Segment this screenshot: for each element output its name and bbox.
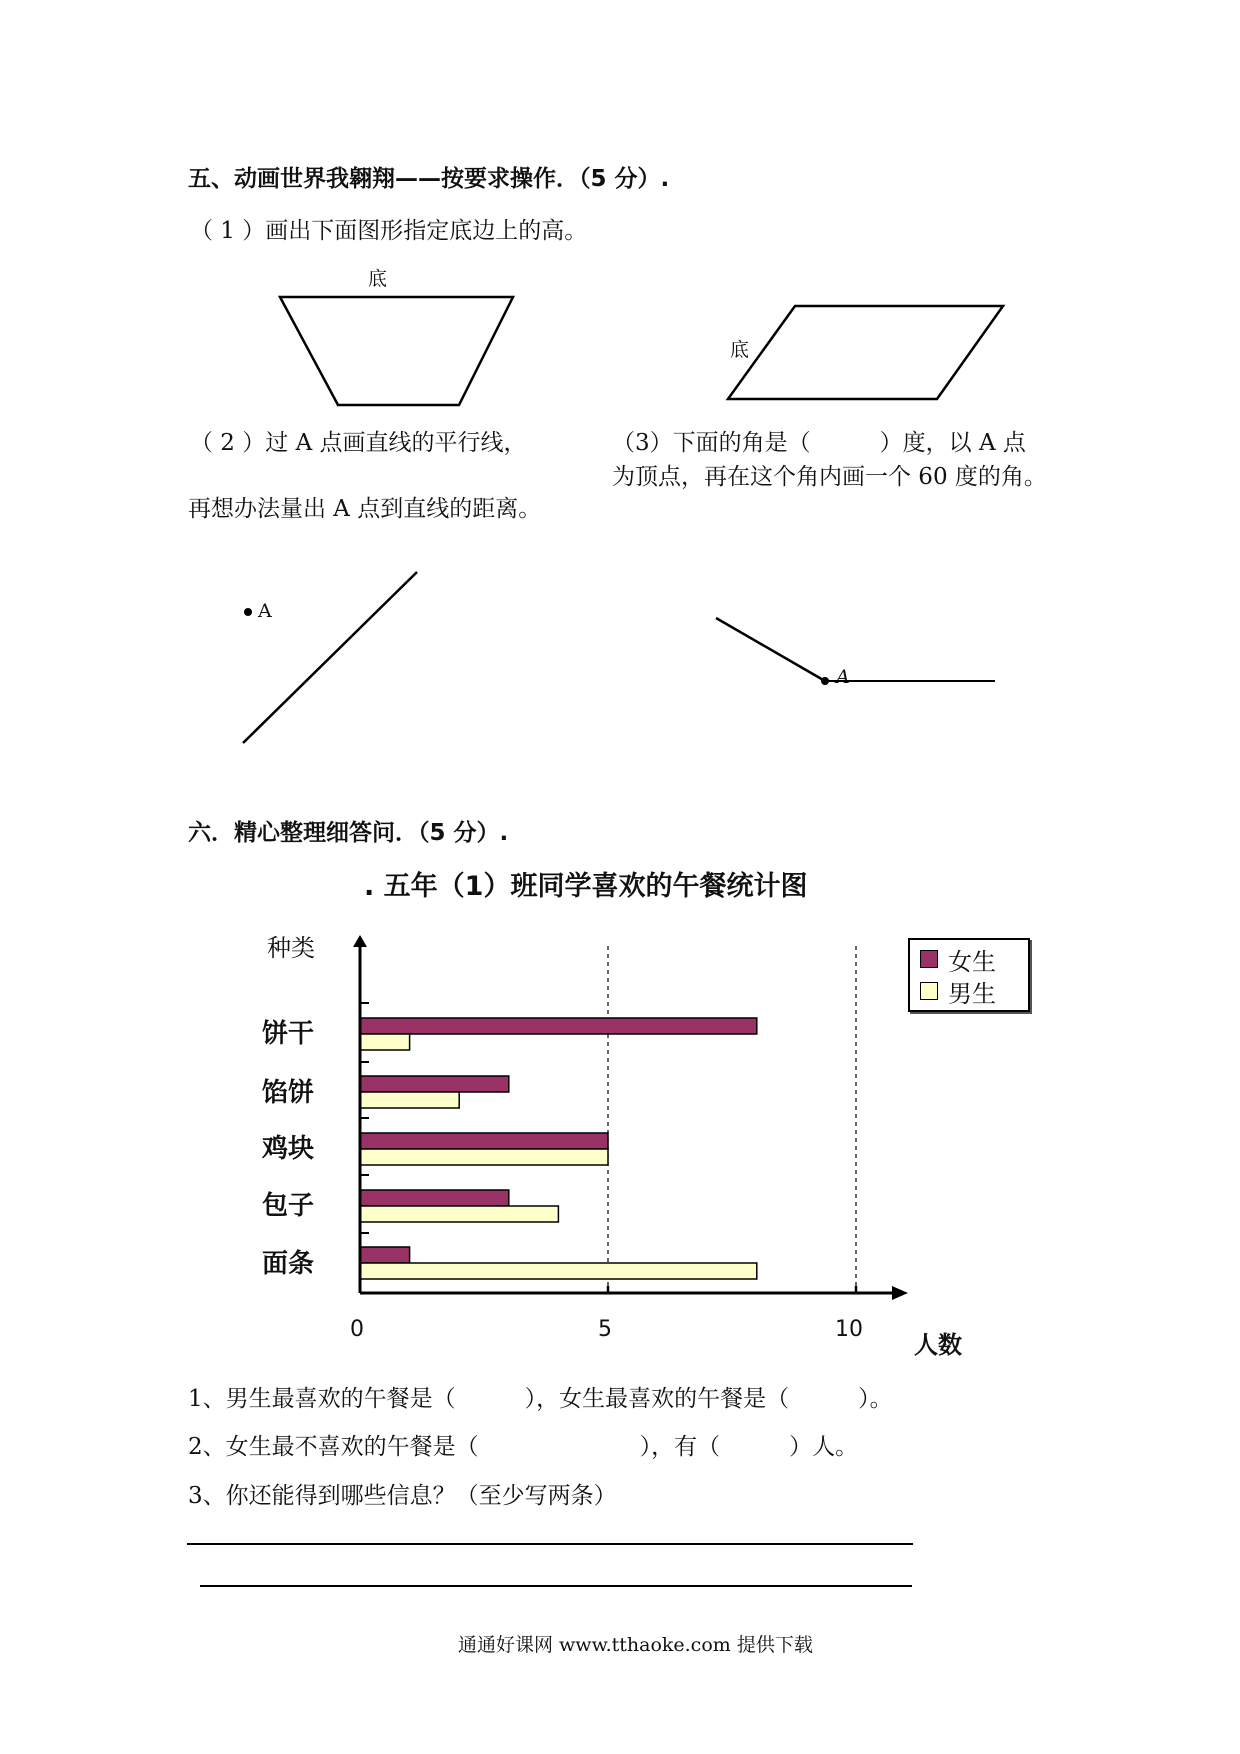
legend-label-boys: 男生 bbox=[948, 979, 996, 1008]
bar-boys-3 bbox=[360, 1149, 608, 1165]
question-1: 1、男生最喜欢的午餐是（ ），女生最喜欢的午餐是（ ）。 bbox=[188, 1386, 893, 1412]
legend-item-girls bbox=[920, 944, 996, 974]
x-tick-label: 10 bbox=[835, 1317, 863, 1342]
bar-girls-1 bbox=[360, 1018, 757, 1034]
y-axis-arrow bbox=[353, 935, 367, 947]
category-label: 包子 bbox=[262, 1191, 315, 1221]
bar-boys-4 bbox=[360, 1206, 558, 1222]
q2-line1: （ 2 ）过 A 点画直线的平行线， bbox=[190, 430, 527, 456]
bar-boys-5 bbox=[360, 1263, 757, 1279]
legend-swatch-boys bbox=[920, 982, 938, 1000]
q2-line2: 再想办法量出 A 点到直线的距离。 bbox=[188, 496, 542, 522]
bar-girls-2 bbox=[360, 1076, 509, 1092]
category-label: 面条 bbox=[262, 1249, 315, 1279]
legend-label-girls: 女生 bbox=[948, 947, 996, 976]
trapezoid-base-label: 底 bbox=[368, 268, 388, 290]
section5-heading: 五、动画世界我翱翔——按要求操作．（5 分）. bbox=[188, 166, 670, 192]
answer-line-1[interactable] bbox=[187, 1543, 913, 1545]
q3-line2: 为顶点，再在这个角内画一个 60 度的角。 bbox=[612, 464, 1047, 490]
q3-line1: （3）下面的角是（ ）度，以 A 点 bbox=[612, 430, 1026, 456]
legend-swatch-girls bbox=[920, 950, 938, 968]
question-2: 2、女生最不喜欢的午餐是（ ），有（ ）人。 bbox=[188, 1434, 859, 1460]
x-axis-label: 人数 bbox=[914, 1331, 962, 1359]
parallelogram-base-label: 底 bbox=[730, 339, 750, 361]
category-label: 馅饼 bbox=[262, 1078, 315, 1108]
answer-line-2[interactable] bbox=[200, 1585, 912, 1587]
section6-heading: 六．精心整理细答问．（5 分）. bbox=[188, 820, 509, 846]
category-label: 饼干 bbox=[262, 1019, 315, 1049]
q1-text: （ 1 ）画出下面图形指定底边上的高。 bbox=[190, 218, 588, 244]
x-tick-label: 0 bbox=[350, 1317, 364, 1342]
bar-girls-4 bbox=[360, 1190, 509, 1206]
bar-boys-1 bbox=[360, 1034, 410, 1050]
bar-girls-5 bbox=[360, 1247, 410, 1263]
y-axis-label: 种类 bbox=[267, 934, 315, 962]
x-tick-label: 5 bbox=[598, 1317, 612, 1342]
point-a-label-left: A bbox=[258, 600, 272, 622]
x-axis-arrow bbox=[892, 1286, 908, 1300]
bar-girls-3 bbox=[360, 1133, 608, 1149]
point-a-label-right: A bbox=[836, 666, 850, 688]
question-3: 3、你还能得到哪些信息？（至少写两条） bbox=[188, 1483, 617, 1509]
chart-legend bbox=[908, 938, 1030, 1012]
bar-boys-2 bbox=[360, 1092, 459, 1108]
legend-item-boys bbox=[920, 976, 996, 1006]
chart-title: . 五年（1）班同学喜欢的午餐统计图 bbox=[364, 871, 808, 902]
footer-text: 通通好课网 www.tthaoke.com 提供下载 bbox=[458, 1634, 813, 1656]
category-label: 鸡块 bbox=[262, 1134, 315, 1164]
